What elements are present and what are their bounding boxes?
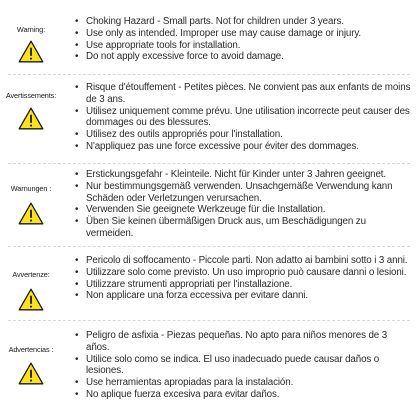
list-item: • Utilice solo como se indica. El uso inadecuado puede causar daños o lesiones. [73,354,413,378]
section-divider [8,320,410,321]
bullet-list [73,330,413,401]
list-item: • Utilisez des outils appropriés pour l'installation. [73,129,413,141]
list-item: • Nur bestimmungsgemäß verwenden. Unsachgemäße Verwendung kann Schäden oder Verletzungen verursachen. [73,181,413,205]
list-item: • Choking Hazard - Small parts. Not for children under 3 years. [73,16,413,28]
list-item: • Non applicare una forza eccessiva per evitare danni. [73,290,413,302]
section-label-column [0,345,62,385]
warning-triangle-icon [18,40,44,63]
list-item: • Verwenden Sie geeignete Werkzeuge für die Installation. [73,204,413,216]
bullet-list [73,82,413,153]
list-item: • Do not apply excessive force to avoid damage. [73,51,413,63]
section-text [73,255,413,302]
warning-triangle-icon [18,288,44,311]
section-text [73,16,413,63]
list-item: • Utilizzare strumenti appropriati per l'installazione. [73,279,413,291]
section-text [73,169,413,240]
section-label-column [0,25,62,63]
warning-triangle-icon [18,107,44,130]
section-text [73,82,413,153]
section-label-column [0,270,62,311]
list-item: • Utilisez uniquement comme prévu. Une utilisation incorrecte peut causer des dommages ou des blessures. [73,106,413,130]
bullet-list [73,169,413,240]
list-item: • Risque d'étouffement - Petites pièces. Ne convient pas aux enfants de moins de 3 ans. [73,82,413,106]
warning-triangle-icon [18,202,44,225]
bullet-list [73,16,413,63]
list-item: • No aplique fuerza excesiva para evitar daños. [73,389,413,401]
list-item: • Use appropriate tools for installation. [73,40,413,52]
section-label: Warning: [16,25,46,34]
section-label-column [0,91,62,130]
section-divider [8,74,410,75]
list-item: • Use herramientas apropiadas para la instalación. [73,377,413,389]
section-label: Avvertenze: [12,270,50,279]
section-text [73,330,413,401]
section-divider [8,246,410,247]
list-item: • Erstickungsgefahr - Kleinteile. Nicht für Kinder unter 3 Jahren geeignet. [73,169,413,181]
section-label: Avertissements: [5,91,57,100]
list-item: • Utilizzare solo come previsto. Un uso improprio può causare danni o lesioni. [73,267,413,279]
list-item: • N'appliquez pas une force excessive pour éviter des dommages. [73,141,413,153]
bullet-list [73,255,413,302]
section-label-column [0,184,62,225]
list-item: • Use only as intended. Improper use may cause damage or injury. [73,28,413,40]
warning-triangle-icon [18,362,44,385]
list-item: • Pericolo di soffocamento - Piccole parti. Non adatto ai bambini sotto i 3 anni. [73,255,413,267]
section-label: Warnungen : [10,184,52,193]
section-divider [8,163,410,164]
list-item: • Üben Sie keinen übermäßigen Druck aus, um Beschädigungen zu vermeiden. [73,216,413,240]
list-item: • Peligro de asfixia - Piezas pequeñas. No apto para niños menores de 3 años. [73,330,413,354]
section-label: Advertencias : [8,345,54,354]
